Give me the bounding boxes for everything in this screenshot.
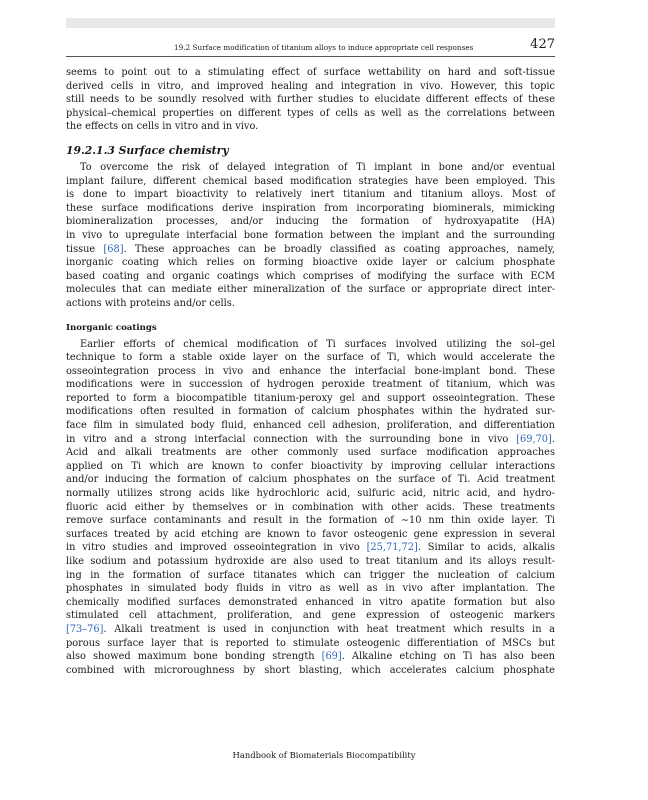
citation-link[interactable]: [25,71,72] xyxy=(366,542,418,554)
body-line: still needs to be soundly resolved with further studies to elucidate different effects of these xyxy=(66,94,555,106)
body-line: face film in simulated body fluid, enhanced cell adhesion, proliferation, and differentiation xyxy=(66,420,555,432)
body-line-with-citation xyxy=(66,650,555,664)
body-line: inorganic coating which relies on forming bioactive oxide layer or calcium phosphate xyxy=(66,257,555,269)
body-line: like sodium and potassium hydroxide are also used to treat titanium and its alloys result- xyxy=(66,556,555,567)
page-header xyxy=(66,34,555,57)
section-heading: 19.2.1.3 Surface chemistry xyxy=(66,143,229,157)
body-line: seems to point out to a stimulating effect of surface wettability on hard and soft-tissue xyxy=(66,67,555,78)
body-line: implant failure, different chemical based modification strategies have been employed. This xyxy=(66,175,555,187)
citation-link[interactable]: [69] xyxy=(321,651,342,663)
body-line: and/or inducing the formation of calcium phosphates on the surface of Ti. Acid treatment xyxy=(66,474,555,486)
body-text: . Alkali treatment is used in conjunction with heat treatment which results in a xyxy=(103,623,555,635)
body-line: phosphates in simulated body fluids in vitro as well as in vivo after implantation. The xyxy=(66,583,555,595)
body-text: . These approaches can be broadly classified as coating approaches, namely, xyxy=(123,243,555,255)
body-line: stimulated cell attachment, proliferation, and gene expression of osteogenic markers xyxy=(66,610,555,622)
body-line: physical–chemical properties on different types of cells as well as the correlations between xyxy=(66,107,555,119)
body-line: normally utilizes strong acids like hydrochloric acid, sulfuric acid, nitric acid, and hydro- xyxy=(66,488,555,500)
body-line: ing in the formation of surface titanates which can trigger the nucleation of calcium xyxy=(66,569,555,581)
citation-link[interactable]: [68] xyxy=(103,243,124,255)
body-text: in vitro studies and improved osseointegration in vivo xyxy=(66,542,360,554)
top-rule xyxy=(66,18,555,28)
body-line: molecules that can mediate either mineralization of the surface or appropriate direct inter- xyxy=(66,284,555,296)
body-line: Earlier efforts of chemical modification of Ti surfaces involved utilizing the sol–gel xyxy=(80,338,555,350)
body-line: Acid and alkali treatments are other commonly used surface modification approaches xyxy=(66,447,555,459)
body-line: modifications were in succession of hydrogen peroxide treatment of titanium, which was xyxy=(66,379,555,391)
running-head: 19.2 Surface modification of titanium alloys to induce appropriate cell responses xyxy=(174,43,474,52)
body-text: . xyxy=(551,433,555,445)
body-line: the effects on cells in vitro and in vivo. xyxy=(66,121,259,133)
body-line: surfaces treated by acid etching are known to favor osteogenic gene expression in several xyxy=(66,528,555,540)
body-line-with-citation xyxy=(66,433,555,447)
body-line: these surface modifications derive inspiration from incorporating biominerals, mimicking xyxy=(66,202,555,214)
body-line: combined with microroughness by short blasting, which accelerates calcium phosphate xyxy=(66,664,555,676)
body-line: actions with proteins and/or cells. xyxy=(66,297,235,309)
citation-link[interactable]: [69,70] xyxy=(516,433,552,445)
page-footer: Handbook of Biomaterials Biocompatibility xyxy=(232,750,416,760)
body-line: derived cells in vitro, and improved healing and integration in vivo. However, this topic xyxy=(66,80,555,92)
body-line: technique to form a stable oxide layer on the surface of Ti, which would accelerate the xyxy=(66,352,555,364)
page-body xyxy=(66,66,555,677)
body-line: fluoric acid either by themselves or in combination with other acids. These treatments xyxy=(66,501,555,513)
body-text: tissue xyxy=(66,243,96,255)
body-line: porous surface layer that is reported to stimulate osteogenic differentiation of MSCs but xyxy=(66,637,555,649)
body-line-with-citation xyxy=(66,541,555,555)
body-line: remove surface contaminants and result in the formation of ∼10 nm thin oxide layer. Ti xyxy=(66,515,555,527)
body-text: . Alkaline etching on Ti has also been xyxy=(341,651,555,663)
body-line: biomineralization processes, and/or inducing the formation of hydroxyapatite (HA) xyxy=(66,216,555,228)
body-line: reported to form a biocompatible titanium-peroxy gel and support osseointegration. These xyxy=(66,392,555,404)
body-line: in vivo to upregulate interfacial bone formation between the implant and the surrounding xyxy=(66,229,555,241)
page-number: 427 xyxy=(530,37,555,52)
body-text: . Similar to acids, alkalis xyxy=(417,542,555,554)
body-line-with-citation xyxy=(66,623,555,637)
body-line-with-citation xyxy=(66,243,555,257)
body-line: based coating and organic coatings which comprises of modifying the surface with ECM xyxy=(66,270,555,282)
body-text: also showed maximum bone bonding strength xyxy=(66,651,315,663)
body-line: is done to impart bioactivity to relatively inert titanium and titanium alloys. Most of xyxy=(66,189,555,201)
body-line: modifications often resulted in formation of calcium phosphates within the hydrated sur- xyxy=(66,406,555,418)
body-line: chemically modified surfaces demonstrated enhanced in vitro apatite formation but also xyxy=(66,596,555,608)
body-line: To overcome the risk of delayed integration of Ti implant in bone and/or eventual xyxy=(80,161,555,173)
body-text: in vitro and a strong interfacial connection with the surrounding bone in vivo xyxy=(66,433,509,445)
subheading: Inorganic coatings xyxy=(66,322,157,333)
body-line: applied on Ti which are known to confer bioactivity by improving cellular interactions xyxy=(66,460,555,472)
body-line: osseointegration process in vivo and enhance the interfacial bone-implant bond. These xyxy=(66,365,555,377)
citation-link[interactable]: [73–76] xyxy=(66,623,104,635)
